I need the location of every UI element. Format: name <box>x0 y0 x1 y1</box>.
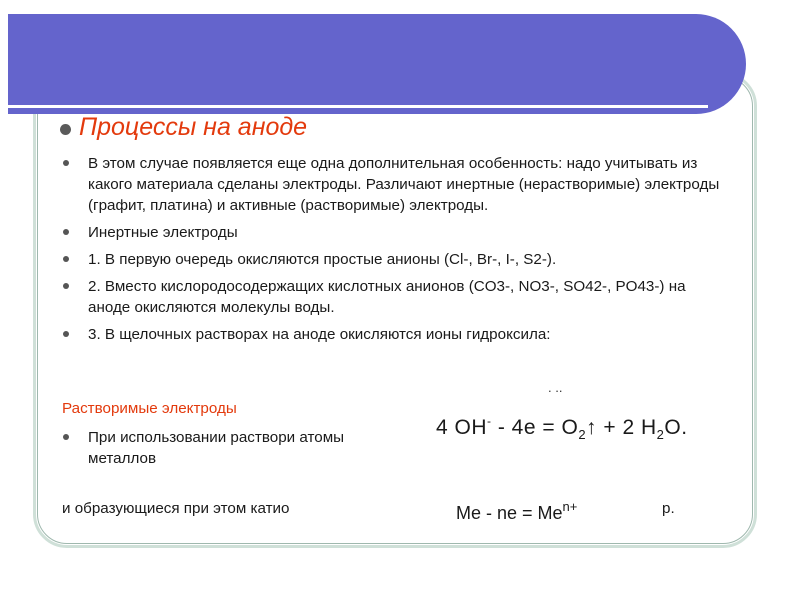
bullet-icon <box>60 124 71 135</box>
bullet-icon <box>63 434 69 440</box>
list-item: 1. В первую очередь окисляются простые анионы (Cl-, Br-, I-, S2-). <box>62 249 722 270</box>
header-banner <box>8 14 746 114</box>
banner-divider <box>8 105 708 108</box>
soluble-list-item: При использовании раствори атомы металлов <box>62 427 348 469</box>
slide-title: Процессы на аноде <box>79 113 308 141</box>
metal-oxidation-equation: Me - ne = $Me^{n+}$ <box>456 499 578 523</box>
list-item: В этом случае появляется еще одна дополнительная особенность: надо учитывать из какого материала сделаны электроды. Различают инертные (нерастворимые) электроды (графит, платина) и активные (растворимые) электроды. <box>62 153 722 216</box>
up-arrow-icon: ↑ <box>586 416 598 439</box>
cation-text: и образующиеся при этом катио <box>62 500 290 517</box>
list-item: 3. В щелочных растворах на аноде окисляются ионы гидроксила: <box>62 324 722 345</box>
bullet-list <box>62 153 722 351</box>
list-item: 2. Вместо кислородосодержащих кислотных анионов (CO3-, NO3-, SO42-, PO43-) на аноде окисляются молекулы воды. <box>62 276 722 318</box>
bullet-icon <box>63 283 69 289</box>
title-row <box>60 113 307 142</box>
bullet-icon <box>63 256 69 262</box>
bullet-icon <box>63 229 69 235</box>
trailing-text: р. <box>662 500 675 517</box>
soluble-heading: Растворимые электроды <box>62 400 237 417</box>
equation-dots: . .. <box>548 380 563 395</box>
bullet-icon <box>63 160 69 166</box>
bullet-icon <box>63 331 69 337</box>
hydroxide-equation: 4 $OH^- - 4e = O_2↑ + 2$ $H_2O$. <box>436 414 688 442</box>
list-item: Инертные электроды <box>62 222 722 243</box>
